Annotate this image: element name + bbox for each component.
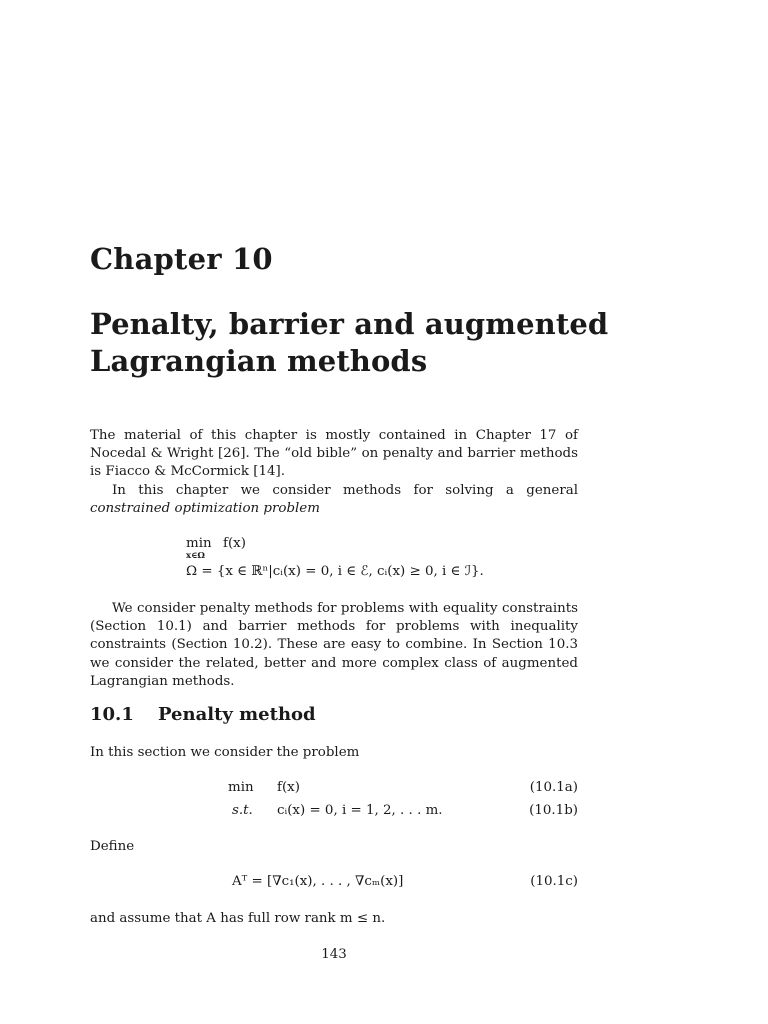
intro-emphasis: constrained optimization problem bbox=[90, 501, 320, 517]
intro-paragraph: The material of this chapter is mostly contained in Chapter 17 of Nocedal & Wright [26]. The “old bible” on penalty and barrier methods is Fiacco & McCormick [14]. bbox=[90, 428, 578, 480]
section-title: Penalty method bbox=[158, 704, 316, 725]
equation-a-body: f(x) bbox=[277, 780, 300, 795]
optimization-min-subscript: x∈Ω bbox=[186, 551, 205, 561]
section-number: 10.1 bbox=[90, 704, 134, 725]
optimization-objective: f(x) bbox=[223, 536, 246, 551]
define-text: Define bbox=[90, 839, 135, 854]
feasible-set-definition: Ω = {x ∈ ℝⁿ|cᵢ(x) = 0, i ∈ ℰ, cᵢ(x) ≥ 0, i ∈ ℐ}. bbox=[186, 564, 484, 579]
equation-b-body: cᵢ(x) = 0, i = 1, 2, . . . m. bbox=[277, 803, 443, 818]
equation-a-number: (10.1a) bbox=[529, 780, 578, 795]
section-heading bbox=[90, 704, 316, 725]
overview-paragraph: We consider penalty methods for problems with equality constraints (Section 10.1) and barrier methods for problems with inequality constraints (Section 10.2). These are easy to combine. In Section 10.3 we consider the related, better and more complex class of augmented Lagrangian methods. bbox=[90, 601, 578, 689]
equation-c-number: (10.1c) bbox=[530, 874, 578, 889]
optimization-min: min bbox=[186, 536, 212, 551]
section-lead: In this section we consider the problem bbox=[90, 745, 360, 760]
intro-paragraph-2-lead: In this chapter we consider methods for solving a general bbox=[112, 483, 578, 498]
intro-paragraph-2 bbox=[90, 482, 578, 518]
closing-text: and assume that A has full row rank m ≤ n. bbox=[90, 911, 386, 926]
equation-c-body: Aᵀ = [∇c₁(x), . . . , ∇cₘ(x)] bbox=[232, 874, 404, 889]
page-number: 143 bbox=[321, 947, 347, 962]
chapter-title: Penalty, barrier and augmented Lagrangian methods bbox=[90, 307, 609, 378]
equation-b-label: s.t. bbox=[232, 803, 253, 818]
equation-a-label: min bbox=[228, 780, 254, 795]
equation-b-number: (10.1b) bbox=[529, 803, 578, 818]
chapter-label: Chapter 10 bbox=[90, 242, 273, 276]
